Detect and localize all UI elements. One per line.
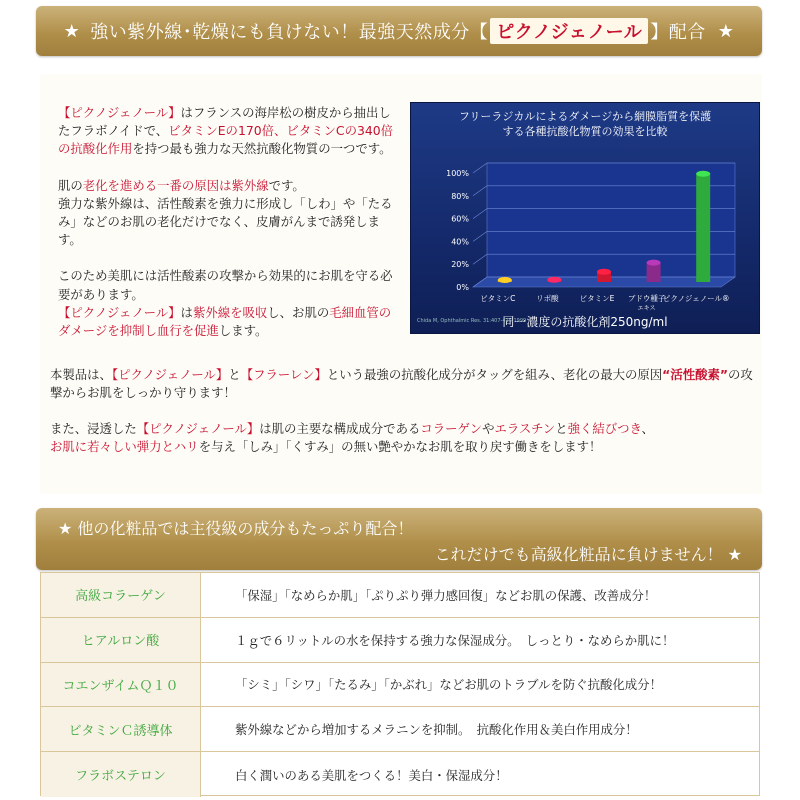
- chart-y-tick-label: 0%: [456, 283, 469, 292]
- ingredient-desc: １ｇで６リットルの水を保持する強力な保湿成分。 しっとり・なめらか肌に！: [235, 632, 675, 648]
- chart-bar-top: [547, 277, 561, 283]
- banner-post: 配合: [668, 22, 706, 43]
- chart-x-tick-label: ブドウ種子: [627, 294, 666, 303]
- banner-highlight: ピクノジェノール: [490, 18, 648, 44]
- ingredient-desc: 「保湿」「なめらか肌」「ぷりぷり弾力感回復」などお肌の保護、改善成分！: [235, 587, 657, 603]
- banner-bracket-left: 【: [469, 22, 489, 43]
- chart-y-tick-label: 80%: [451, 191, 469, 201]
- chart-x-tick-label: エキス: [637, 305, 656, 312]
- section2-line-2: これだけでも高級化粧品に負けません！ ★: [434, 545, 742, 564]
- chart-bar-top: [647, 260, 661, 266]
- ingredient-row: [41, 752, 759, 797]
- ingredient-desc: 紫外線などから増加するメラニンを抑制。 抗酸化作用＆美白作用成分！: [235, 722, 638, 738]
- star-icon: ★: [63, 20, 81, 42]
- intro-paragraph-5: [50, 420, 756, 456]
- ingredient-row: [41, 618, 759, 663]
- text: また、浸透した: [50, 421, 137, 436]
- intro-paragraph-1: [58, 104, 398, 159]
- intro-section: [40, 74, 762, 494]
- banner-text: 強い紫外線･乾燥にも負けない！最強天然成分: [90, 22, 470, 43]
- section2-banner: [36, 508, 762, 570]
- intro-paragraph-4: [50, 366, 756, 402]
- chart-bar: [696, 174, 710, 282]
- text: 肌の: [58, 177, 83, 193]
- pycnogenol-term: 【ピクノジェノール】: [111, 367, 229, 382]
- ingredient-desc: 白く潤いのある美肌をつくる！美白・保湿成分！: [235, 767, 508, 783]
- text: の攻撃からお肌をしっかり守ります！: [50, 367, 753, 401]
- chart-x-label: 同一濃度の抗酸化剤250ng/ml: [502, 315, 668, 329]
- pycnogenol-term: 【ピクノジェノール】: [136, 421, 260, 436]
- ingredient-row: [41, 707, 759, 752]
- highlight-text: コラーゲン: [420, 421, 483, 436]
- ingredient-row: [41, 663, 759, 708]
- intro-paragraph-3: [58, 267, 398, 340]
- section2-line-1: ★ 他の化粧品では主役級の成分もたっぷり配合！: [58, 519, 414, 538]
- text: します。: [218, 323, 268, 339]
- ingredient-name: ビタミンＣ誘導体: [41, 707, 201, 751]
- top-banner: [36, 6, 762, 56]
- highlight-text: 強く結びつき: [567, 421, 642, 436]
- chart-bar-top: [498, 277, 512, 283]
- chart-x-tick-label: ビタミンC: [480, 294, 516, 303]
- text: を持つ最も強力な天然抗酸化物質の一つです。: [132, 141, 392, 157]
- intro-text: [58, 104, 398, 358]
- pycnogenol-term: 【ピクノジェノール】: [58, 105, 181, 120]
- highlight-text: エラスチン: [494, 421, 556, 436]
- text: し、お肌の: [267, 304, 330, 320]
- chart-gridline: [473, 231, 487, 241]
- ingredient-desc: 「シミ」「シワ」「たるみ」「かぶれ」などお肌のトラブルを防ぐ抗酸化成分！: [235, 677, 662, 693]
- highlight-text: “活性酸素”: [662, 367, 729, 382]
- text: を与え「しみ」「くすみ」の無い艶やかなお肌を取り戻す働きをします！: [198, 439, 602, 455]
- chart-y-tick-label: 100%: [446, 169, 469, 178]
- text: と: [555, 421, 568, 436]
- text: や: [482, 421, 495, 436]
- pycnogenol-term: 【ピクノジェノール】: [58, 304, 181, 320]
- text: 本製品は、: [50, 367, 112, 382]
- highlight-text: お肌に若々しい弾力とハリ: [50, 439, 199, 455]
- ingredient-row: [41, 573, 759, 618]
- text: という最強の抗酸化成分がタッグを組み、老化の最大の原因: [326, 367, 663, 382]
- text: です。: [268, 177, 305, 193]
- chart-x-tick-label: リポ酸: [536, 294, 559, 303]
- chart-bar-top: [597, 269, 611, 275]
- chart-gridline: [473, 254, 487, 264]
- ingredient-name: フラボステロン: [41, 752, 201, 797]
- star-icon: ★: [717, 20, 735, 42]
- chart-gridline: [473, 186, 487, 196]
- chart-title-line-2: する各種抗酸化物質の効果を比較: [502, 125, 668, 138]
- chart-plot: [411, 103, 761, 335]
- ingredient-name: ヒアルロン酸: [41, 618, 201, 662]
- ingredients-table: [40, 572, 760, 796]
- ingredient-name: コエンザイムＱ１０: [41, 663, 201, 707]
- banner-bracket-right: 】: [650, 22, 669, 43]
- ingredient-name: 高級コラーゲン: [41, 573, 201, 617]
- text: と: [228, 367, 241, 382]
- chart-bar-top: [696, 171, 710, 177]
- text: 、: [641, 421, 654, 436]
- highlight-text: 老化を進める一番の原因は紫外線: [82, 177, 269, 193]
- text: は肌の主要な構成成分である: [259, 421, 421, 436]
- antioxidant-chart: [410, 102, 760, 334]
- chart-title-line-1: フリーラジカルによるダメージから網膜脂質を保護: [458, 110, 712, 123]
- intro-paragraph-2: [58, 177, 398, 250]
- text: は: [180, 304, 193, 320]
- chart-citation: Chida M, Ophthalmic Res. 31:407-415,1999: [417, 318, 527, 324]
- chart-x-tick-label: ビタミンE: [579, 294, 615, 303]
- chart-x-tick-label: ピクノジェノール®: [662, 294, 730, 303]
- chart-y-tick-label: 20%: [451, 260, 469, 270]
- highlight-text: 毛細血管のダメージを抑制し血行を促進: [58, 304, 392, 339]
- text: 強力な紫外線は、活性酸素を強力に形成し「しわ」や「たるみ」などのお肌の老化だけでなく、皮膚がんまで誘発します。: [58, 195, 393, 248]
- highlight-text: ビタミンEの170倍、ビタミンCの340倍の抗酸化作用: [58, 123, 394, 157]
- chart-y-tick-label: 60%: [451, 214, 469, 224]
- chart-gridline: [473, 163, 487, 173]
- chart-y-tick-label: 40%: [451, 237, 469, 247]
- text: はフランスの海岸松の樹皮から抽出したフラボノイドで、: [58, 105, 391, 139]
- fullerene-term: 【フラーレン】: [240, 367, 327, 382]
- chart-gridline: [473, 209, 487, 219]
- text: このため美肌には活性酸素の攻撃から効果的にお肌を守る必要があります。: [58, 268, 393, 302]
- highlight-text: 紫外線を吸収: [192, 304, 268, 320]
